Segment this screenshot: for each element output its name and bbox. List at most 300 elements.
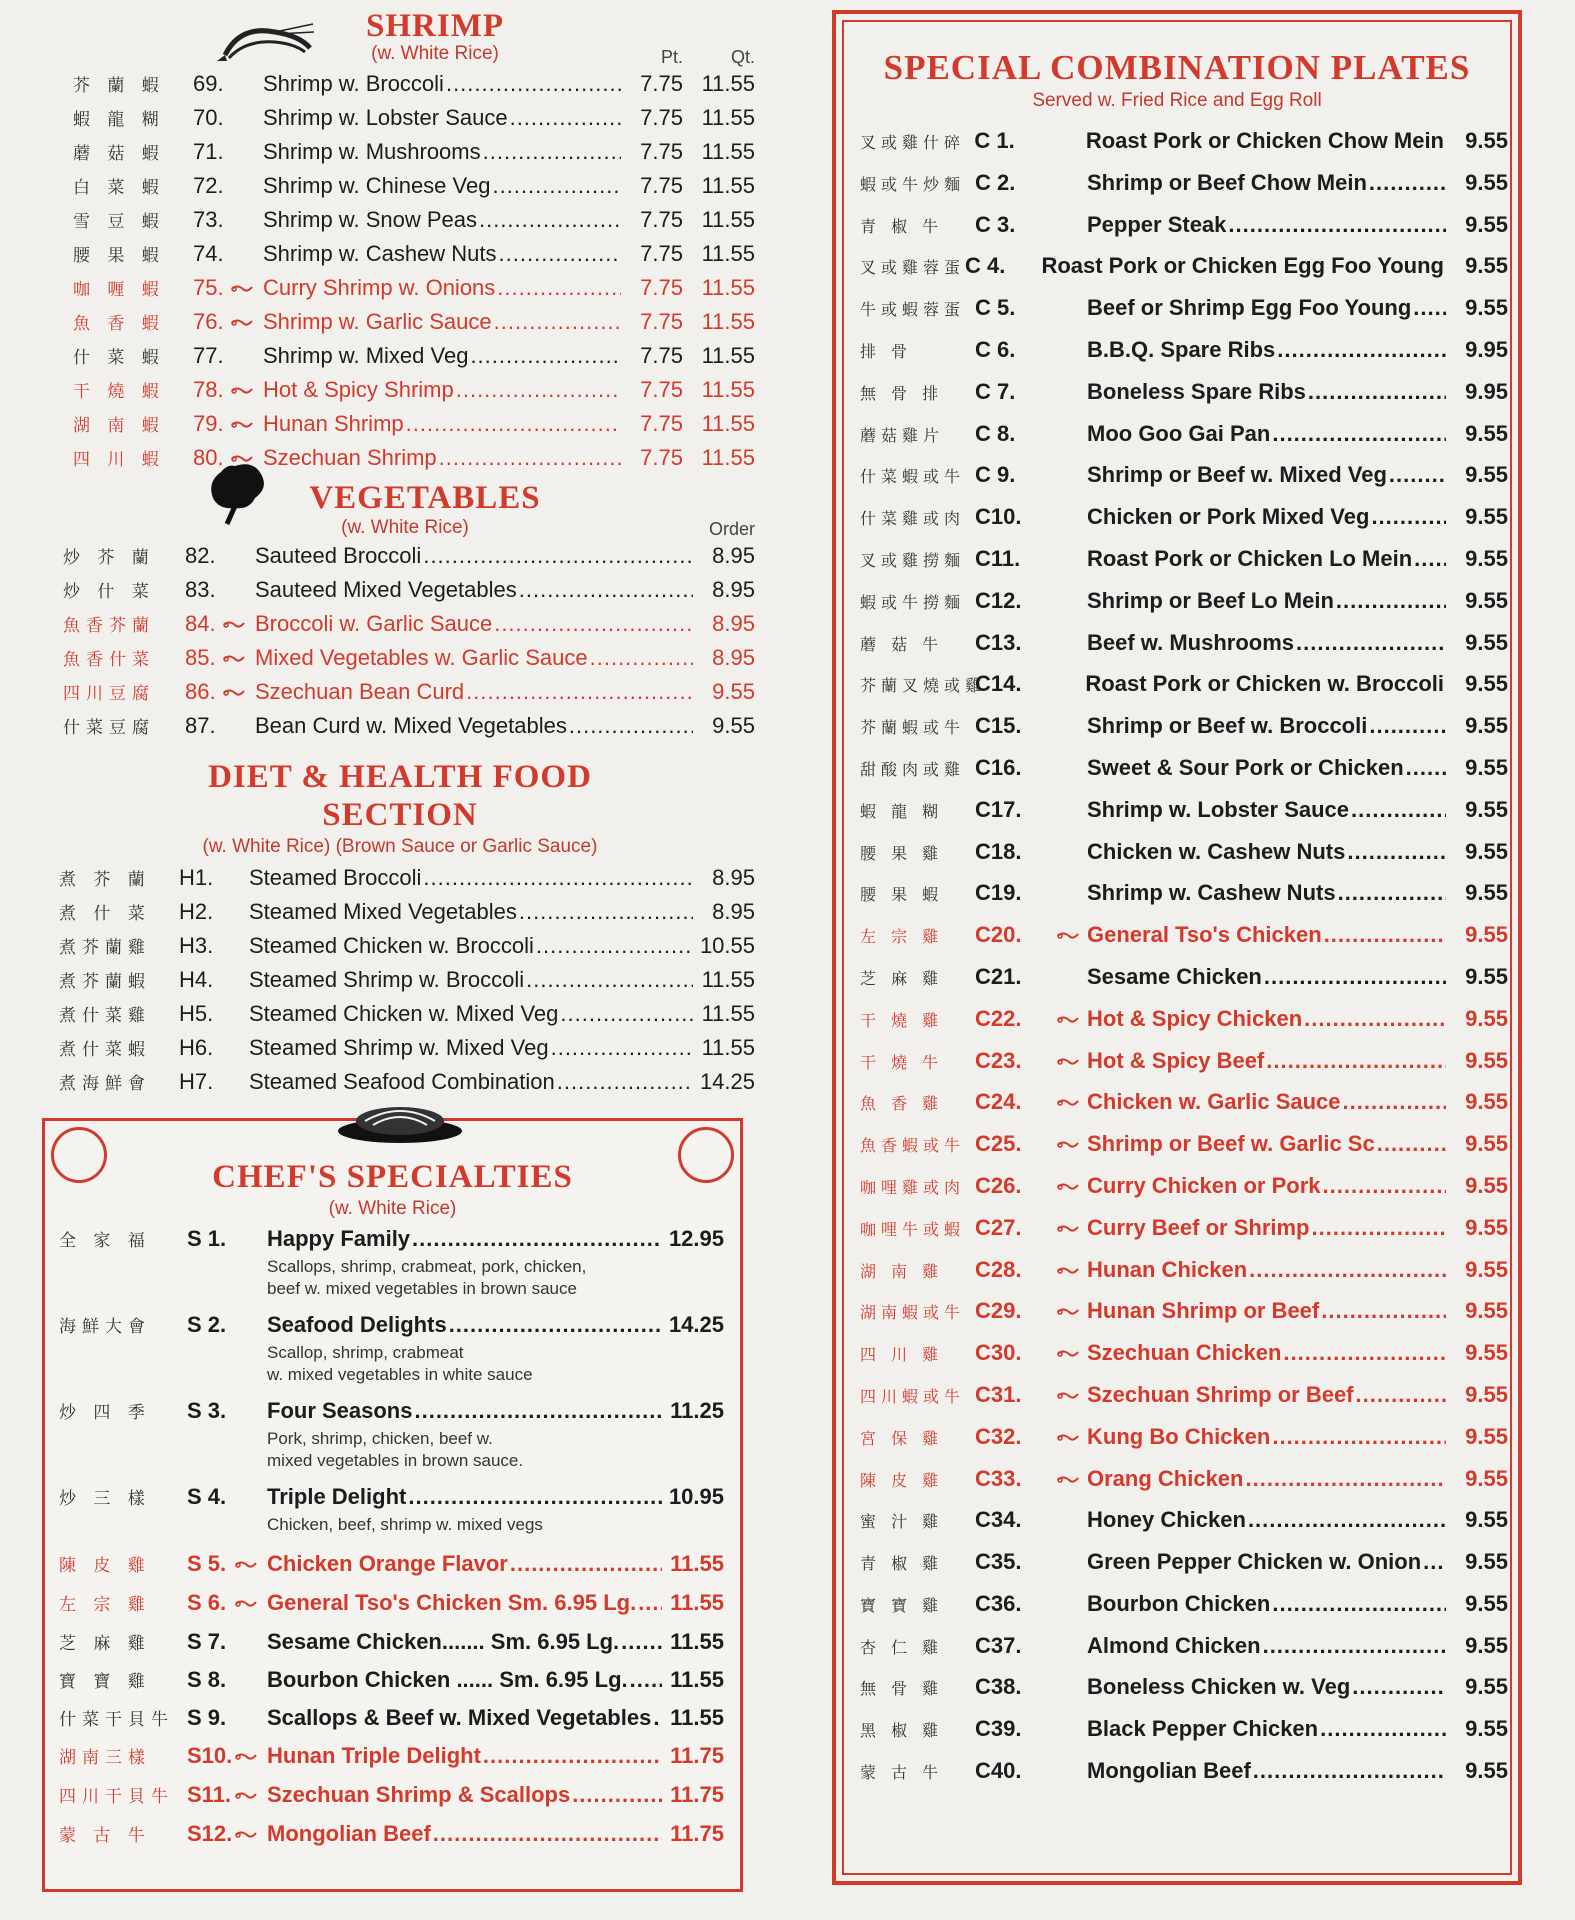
item-price-pt: 7.75 <box>640 343 683 368</box>
item-chinese: 青 椒 雞 <box>860 1554 944 1574</box>
item-code: C21. <box>975 963 1022 989</box>
menu-item-row <box>59 1585 724 1624</box>
item-name: Beef w. Mushrooms <box>1087 629 1294 655</box>
item-leader-dots <box>470 340 621 371</box>
item-price: 9.55 <box>1465 1131 1508 1157</box>
item-price-pt: 7.75 <box>640 275 683 300</box>
item-leader-dots <box>423 862 693 893</box>
item-price: 8.95 <box>712 865 755 890</box>
hot-pepper-icon <box>223 652 245 669</box>
item-code: C13. <box>975 629 1022 655</box>
item-code: S12. <box>187 1821 233 1846</box>
item-chinese: 魚香什菜 <box>63 650 155 670</box>
menu-item-row <box>832 1165 1522 1207</box>
item-price: 11.55 <box>670 1667 724 1692</box>
item-price: 9.55 <box>1465 295 1508 321</box>
item-price-pt: 7.75 <box>640 139 683 164</box>
menu-item-row <box>55 102 755 136</box>
item-chinese: 黑 椒 雞 <box>860 1721 944 1741</box>
item-chinese: 湖 南 蝦 <box>73 416 165 436</box>
vegetables-subtitle: (w. White Rice) <box>341 517 469 538</box>
item-price-qt: 11.55 <box>701 207 755 232</box>
item-leader-dots <box>1423 1541 1446 1583</box>
item-chinese: 芥蘭蝦或牛 <box>860 718 966 738</box>
item-chinese: 湖南蝦或牛 <box>860 1303 966 1323</box>
item-leader-dots <box>557 1066 693 1097</box>
item-name: Pepper Steak <box>1087 211 1227 237</box>
item-name: Curry Chicken or Pork <box>1087 1172 1321 1198</box>
item-chinese: 什 菜 蝦 <box>73 348 165 368</box>
item-leader-dots <box>1248 1499 1446 1541</box>
item-name: Scallops & Beef w. Mixed Vegetables <box>267 1705 652 1730</box>
item-price: 9.55 <box>1465 1465 1508 1491</box>
item-price-qt: 11.55 <box>701 411 755 436</box>
menu-item-row <box>832 245 1522 287</box>
item-chinese: 陳 皮 雞 <box>860 1470 944 1490</box>
item-leader-dots <box>1414 538 1446 580</box>
hot-pepper-icon <box>1057 1055 1079 1072</box>
item-leader-dots <box>621 1624 662 1660</box>
item-chinese: 蘑 菇 牛 <box>860 634 944 654</box>
item-price: 9.55 <box>1465 1423 1508 1449</box>
item-price: 8.95 <box>712 577 755 602</box>
menu-item-row <box>55 540 755 574</box>
item-chinese: 青 椒 牛 <box>860 216 944 236</box>
item-name: Triple Delight <box>267 1484 407 1509</box>
shrimp-col-qt: Qt. <box>730 47 755 67</box>
item-name: Steamed Seafood Combination <box>249 1069 555 1094</box>
item-price-qt: 11.55 <box>701 71 755 96</box>
item-leader-dots <box>1321 1290 1446 1332</box>
item-name: Honey Chicken <box>1087 1507 1246 1533</box>
hot-pepper-icon <box>1057 929 1079 946</box>
item-code: C29. <box>975 1298 1022 1324</box>
item-price: 9.55 <box>712 713 755 738</box>
item-chinese: 魚香蝦或牛 <box>860 1136 966 1156</box>
item-price: 9.55 <box>1465 1674 1508 1700</box>
diet-title: DIET & HEALTH FOOD <box>208 759 592 795</box>
menu-item-row <box>59 1777 724 1816</box>
item-price-pt: 7.75 <box>640 241 683 266</box>
item-name: Bean Curd w. Mixed Vegetables <box>255 713 567 738</box>
item-chinese: 炒 四 季 <box>59 1403 151 1423</box>
item-code: C20. <box>975 922 1022 948</box>
combo-subtitle: Served w. Fried Rice and Egg Roll <box>1032 90 1322 111</box>
menu-item-row <box>55 574 755 608</box>
item-name: General Tso's Chicken Sm. 6.95 Lg. <box>267 1590 637 1615</box>
item-chinese: 寶 寶 雞 <box>860 1595 944 1615</box>
item-code: H3. <box>179 933 214 958</box>
item-name: Mixed Vegetables w. Garlic Sauce <box>255 645 588 670</box>
item-name: Roast Pork or Chicken Lo Mein <box>1087 545 1413 571</box>
item-code: S 2. <box>187 1312 227 1337</box>
item-price: 9.55 <box>1465 880 1508 906</box>
item-name: Curry Shrimp w. Onions <box>263 275 496 300</box>
menu-item-row <box>832 1207 1522 1249</box>
item-price: 9.55 <box>1465 1758 1508 1784</box>
item-chinese: 叉或雞撈麵 <box>860 550 966 570</box>
item-chinese: 杏 仁 雞 <box>860 1637 944 1657</box>
item-name: Steamed Chicken w. Broccoli <box>249 933 534 958</box>
item-leader-dots <box>1369 162 1446 204</box>
item-leader-dots <box>1283 1332 1446 1374</box>
item-chinese: 什菜豆腐 <box>63 718 155 738</box>
item-code: 73. <box>193 207 224 232</box>
item-code: S10. <box>187 1743 233 1768</box>
item-description: w. mixed vegetables in white sauce <box>267 1365 533 1384</box>
item-price: 9.55 <box>1465 1507 1508 1533</box>
menu-item-row <box>832 204 1522 246</box>
item-leader-dots <box>510 102 621 133</box>
item-code: C15. <box>975 713 1022 739</box>
item-chinese: 炒 芥 蘭 <box>63 548 155 568</box>
menu-item-row <box>832 705 1522 747</box>
item-leader-dots <box>414 1396 662 1426</box>
item-price: 9.55 <box>1465 169 1508 195</box>
item-chinese: 排 骨 <box>860 341 913 361</box>
item-code: C34. <box>975 1507 1022 1533</box>
pepper-slot <box>233 1585 267 1624</box>
item-chinese: 干 燒 蝦 <box>73 382 165 402</box>
item-code: S 3. <box>187 1398 227 1423</box>
shrimp-col-pt: Pt. <box>660 47 683 67</box>
item-leader-dots <box>1266 1040 1446 1082</box>
chef-subtitle: (w. White Rice) <box>328 1198 457 1219</box>
item-leader-dots <box>446 68 621 99</box>
shrimp-list <box>55 68 755 476</box>
item-price-pt: 7.75 <box>640 411 683 436</box>
vegetables-title: VEGETABLES <box>309 480 541 516</box>
item-code: C 5. <box>975 295 1016 321</box>
menu-item-row <box>55 642 755 676</box>
item-chinese: 煮 什 菜 <box>59 904 151 924</box>
menu-item-row <box>59 1662 724 1700</box>
item-code: H7. <box>179 1069 214 1094</box>
item-code: S11. <box>187 1782 232 1807</box>
item-code: C26. <box>975 1172 1022 1198</box>
pepper-slot <box>221 642 255 676</box>
item-chinese: 芝 麻 雞 <box>860 968 944 988</box>
pepper-slot <box>1055 1210 1087 1252</box>
menu-item-row <box>59 1396 724 1428</box>
item-price: 9.55 <box>1465 1340 1508 1366</box>
menu-item-row <box>832 538 1522 580</box>
item-code: H1. <box>179 865 214 890</box>
item-code: S 7. <box>187 1629 227 1654</box>
item-price: 9.55 <box>1465 462 1508 488</box>
item-chinese: 煮芥蘭蝦 <box>59 972 151 992</box>
item-name: Shrimp w. Mushrooms <box>263 139 481 164</box>
item-name: Steamed Chicken w. Mixed Veg <box>249 1001 559 1026</box>
item-name: Four Seasons <box>267 1398 413 1423</box>
item-price: 11.75 <box>670 1821 724 1846</box>
item-price: 11.55 <box>670 1590 724 1615</box>
item-code: 72. <box>193 173 224 198</box>
item-leader-dots <box>499 238 621 269</box>
item-leader-dots <box>1371 496 1446 538</box>
item-code: 78. <box>193 377 224 402</box>
item-code: 74. <box>193 241 224 266</box>
item-name: Steamed Broccoli <box>249 865 422 890</box>
item-price: 9.55 <box>1465 1005 1508 1031</box>
hot-pepper-icon <box>1057 1431 1079 1448</box>
item-name: Orang Chicken <box>1087 1465 1244 1491</box>
menu-item-row <box>832 1081 1522 1123</box>
menu-item-row <box>832 1249 1522 1291</box>
item-name: Steamed Shrimp w. Broccoli <box>249 967 525 992</box>
item-chinese: 甜酸肉或雞 <box>860 759 966 779</box>
item-price: 11.55 <box>670 1629 724 1654</box>
menu-item-row <box>59 1546 724 1585</box>
item-code: S 9. <box>187 1705 227 1730</box>
item-name: Shrimp w. Garlic Sauce <box>263 309 492 334</box>
item-description: beef w. mixed vegetables in brown sauce <box>267 1279 577 1298</box>
item-name: Shrimp w. Snow Peas <box>263 207 477 232</box>
hot-pepper-icon <box>231 384 253 401</box>
menu-item-row <box>55 862 755 896</box>
menu-item-row <box>55 998 755 1032</box>
item-description: Chicken, beef, shrimp w. mixed vegs <box>267 1515 543 1534</box>
item-code: C30. <box>975 1340 1022 1366</box>
item-chinese: 魚香芥蘭 <box>63 616 155 636</box>
item-price-qt: 11.55 <box>701 139 755 164</box>
shrimp-icon <box>215 20 315 70</box>
item-name: Curry Beef or Shrimp <box>1087 1214 1310 1240</box>
item-code: 87. <box>185 713 216 738</box>
item-name: Hunan Chicken <box>1087 1256 1248 1282</box>
item-leader-dots <box>466 676 693 707</box>
hot-pepper-icon <box>235 1828 257 1845</box>
item-name: Sweet & Sour Pork or Chicken <box>1087 754 1404 780</box>
item-price: 9.55 <box>1465 1047 1508 1073</box>
hot-pepper-icon <box>223 686 245 703</box>
menu-item-row <box>832 371 1522 413</box>
pepper-slot <box>1055 917 1087 959</box>
item-chinese: 左 宗 雞 <box>860 927 944 947</box>
item-description: Pork, shrimp, chicken, beef w. <box>267 1429 493 1448</box>
hot-pepper-icon <box>1057 1264 1079 1281</box>
menu-item-row <box>59 1816 724 1855</box>
item-chinese: 煮 芥 蘭 <box>59 870 151 890</box>
menu-item-row <box>832 329 1522 371</box>
item-price-qt: 11.55 <box>701 343 755 368</box>
item-code: C18. <box>975 838 1022 864</box>
item-price-pt: 7.75 <box>640 207 683 232</box>
menu-item-row <box>832 1416 1522 1458</box>
item-code: C32. <box>975 1423 1022 1449</box>
item-chinese: 湖南三樣 <box>59 1748 151 1768</box>
menu-item-row <box>55 1066 755 1100</box>
item-leader-dots <box>1263 1625 1446 1667</box>
item-code: 86. <box>185 679 216 704</box>
item-chinese: 蝦或牛撈麵 <box>860 592 966 612</box>
shrimp-subtitle: (w. White Rice) <box>371 43 499 64</box>
item-chinese: 四 川 蝦 <box>73 450 165 470</box>
item-leader-dots <box>572 1777 662 1813</box>
item-leader-dots <box>449 1310 662 1340</box>
item-code: C35. <box>975 1549 1022 1575</box>
menu-item-row <box>832 120 1522 162</box>
item-price-pt: 7.75 <box>640 173 683 198</box>
item-leader-dots <box>630 1662 662 1698</box>
item-price: 9.55 <box>1465 1298 1508 1324</box>
menu-item-row <box>832 1123 1522 1165</box>
item-leader-dots <box>408 1482 662 1512</box>
item-leader-dots <box>1308 371 1446 413</box>
menu-item-row <box>55 272 755 306</box>
item-chinese: 煮芥蘭雞 <box>59 938 151 958</box>
menu-item-row <box>832 1708 1522 1750</box>
item-code: 69. <box>193 71 224 96</box>
item-name: Shrimp w. Cashew Nuts <box>1087 880 1336 906</box>
item-price: 9.55 <box>1465 796 1508 822</box>
item-name: Sesame Chicken <box>1087 963 1262 989</box>
item-name: Sauteed Broccoli <box>255 543 422 568</box>
item-code: C12. <box>975 587 1022 613</box>
hot-pepper-icon <box>231 316 253 333</box>
spacer <box>59 1472 724 1482</box>
item-price-qt: 11.55 <box>701 445 755 470</box>
item-leader-dots <box>479 204 621 235</box>
hot-pepper-icon <box>1057 1305 1079 1322</box>
item-leader-dots <box>590 642 693 673</box>
item-name: Kung Bo Chicken <box>1087 1423 1271 1449</box>
item-name: Boneless Chicken w. Veg <box>1087 1674 1351 1700</box>
pepper-slot <box>229 306 263 340</box>
item-price-qt: 11.55 <box>701 241 755 266</box>
pepper-slot <box>1055 1461 1087 1503</box>
menu-item-row <box>832 622 1522 664</box>
item-leader-dots <box>1389 454 1446 496</box>
item-leader-dots <box>1406 747 1446 789</box>
item-chinese: 腰 果 蝦 <box>73 246 165 266</box>
item-name: Roast Pork or Chicken w. Broccoli <box>1085 671 1444 697</box>
hot-pepper-icon <box>1057 1096 1079 1113</box>
item-price: 8.95 <box>712 899 755 924</box>
item-chinese: 四 川 雞 <box>860 1345 944 1365</box>
item-chinese: 宮 保 雞 <box>860 1428 944 1448</box>
item-name: Szechuan Chicken <box>1087 1340 1282 1366</box>
pepper-slot <box>1055 1293 1087 1335</box>
item-price: 14.25 <box>668 1312 724 1337</box>
item-price: 14.25 <box>699 1069 755 1094</box>
item-leader-dots <box>526 964 693 995</box>
item-code: C39. <box>975 1716 1022 1742</box>
item-leader-dots <box>1324 914 1446 956</box>
hot-pepper-icon <box>1057 1138 1079 1155</box>
item-chinese: 白 菜 蝦 <box>73 178 165 198</box>
item-code: C 2. <box>975 169 1016 195</box>
menu-item-row <box>832 1583 1522 1625</box>
item-chinese: 干 燒 牛 <box>860 1052 944 1072</box>
item-price-qt: 11.55 <box>701 173 755 198</box>
item-price: 9.55 <box>1465 922 1508 948</box>
item-code: 79. <box>193 411 224 436</box>
item-chinese: 四川豆腐 <box>63 684 155 704</box>
item-chinese: 四川干貝牛 <box>59 1787 174 1807</box>
item-code: C38. <box>975 1674 1022 1700</box>
menu-item-row <box>832 496 1522 538</box>
item-price: 8.95 <box>712 645 755 670</box>
item-code: C36. <box>975 1590 1022 1616</box>
hot-pepper-icon <box>1057 1222 1079 1239</box>
item-leader-dots <box>1264 956 1446 998</box>
item-code: C23. <box>975 1047 1022 1073</box>
hot-pepper-icon <box>235 1597 257 1614</box>
item-leader-dots <box>456 374 621 405</box>
item-code: C16. <box>975 754 1022 780</box>
item-code: C37. <box>975 1632 1022 1658</box>
item-price: 9.55 <box>1465 545 1508 571</box>
item-leader-dots <box>412 1224 662 1254</box>
item-code: C 8. <box>975 420 1016 446</box>
item-price: 11.55 <box>701 967 755 992</box>
item-price: 10.55 <box>699 933 755 958</box>
item-leader-dots <box>1272 413 1446 455</box>
item-price: 9.55 <box>1465 1381 1508 1407</box>
menu-item-row <box>832 1666 1522 1708</box>
pepper-slot <box>1055 1126 1087 1168</box>
pepper-slot <box>1055 1168 1087 1210</box>
item-name: B.B.Q. Spare Ribs <box>1087 336 1276 362</box>
item-code: C19. <box>975 880 1022 906</box>
item-chinese: 蒙 古 牛 <box>860 1763 944 1783</box>
pepper-slot <box>1055 1084 1087 1126</box>
item-leader-dots <box>1320 1708 1446 1750</box>
menu-item-row <box>832 1625 1522 1667</box>
spacer <box>59 1386 724 1396</box>
pepper-slot <box>229 272 263 306</box>
item-leader-dots <box>1296 622 1446 664</box>
item-name: Shrimp w. Chinese Veg <box>263 173 491 198</box>
vegetables-col-order: Order <box>708 519 755 539</box>
pepper-slot <box>1055 1252 1087 1294</box>
menu-item-row <box>832 1541 1522 1583</box>
item-price: 12.95 <box>668 1226 724 1251</box>
item-leader-dots <box>1336 580 1446 622</box>
item-chinese: 牛或蝦蓉蛋 <box>860 300 966 320</box>
item-chinese: 海鮮大會 <box>59 1317 151 1337</box>
item-price: 9.55 <box>1465 211 1508 237</box>
item-price: 9.95 <box>1465 336 1508 362</box>
item-price: 9.55 <box>1465 1172 1508 1198</box>
menu-item-row <box>832 789 1522 831</box>
item-code: 71. <box>193 139 224 164</box>
menu-item-row <box>832 663 1522 705</box>
item-price: 9.55 <box>1465 1214 1508 1240</box>
item-description: mixed vegetables in brown sauce. <box>267 1451 524 1470</box>
item-chinese: 全 家 福 <box>59 1231 151 1251</box>
item-leader-dots <box>1347 831 1446 873</box>
menu-item-row <box>832 1374 1522 1416</box>
item-chinese: 芥蘭叉燒或雞 <box>860 676 987 696</box>
hot-pepper-icon <box>1057 1180 1079 1197</box>
item-chinese: 叉或雞什碎 <box>860 133 966 152</box>
item-name: Shrimp w. Mixed Veg <box>263 343 469 368</box>
item-leader-dots <box>423 540 693 571</box>
item-leader-dots <box>1249 1249 1446 1291</box>
item-price: 9.55 <box>1465 1089 1508 1115</box>
hot-pepper-icon <box>223 618 245 635</box>
item-code: C22. <box>975 1005 1022 1031</box>
item-leader-dots <box>492 170 621 201</box>
item-leader-dots <box>1272 1583 1446 1625</box>
item-leader-dots <box>1245 1458 1446 1500</box>
item-leader-dots <box>653 1700 662 1736</box>
pepper-slot <box>1055 1335 1087 1377</box>
item-leader-dots <box>1228 204 1446 246</box>
item-chinese: 炒 什 菜 <box>63 582 155 602</box>
